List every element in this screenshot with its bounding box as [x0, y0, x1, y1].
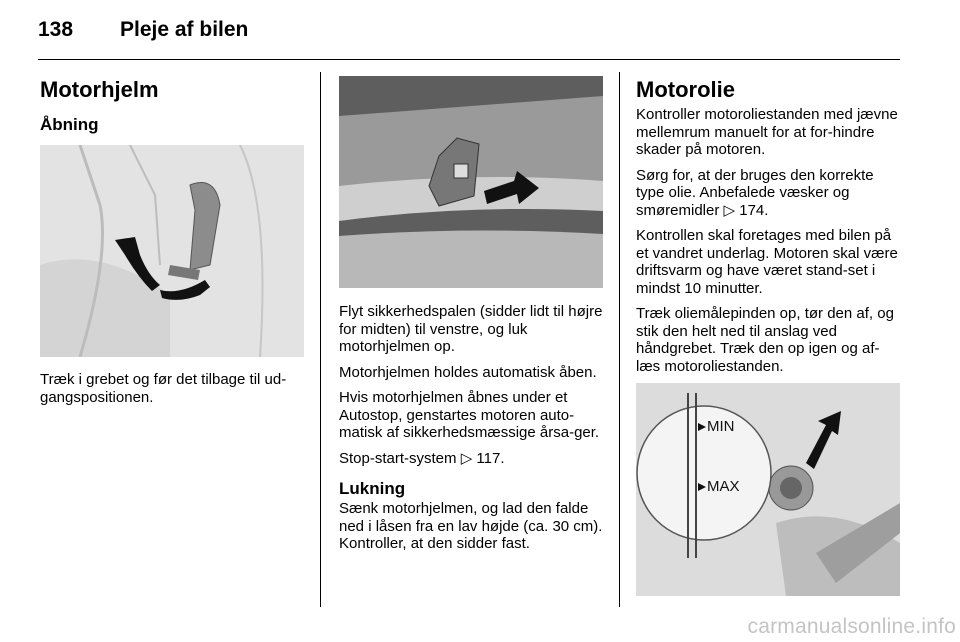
hood-release-lever-figure	[40, 145, 304, 357]
page-reference-icon: ▷	[460, 449, 473, 467]
paragraph-oil-type	[636, 167, 901, 220]
paragraph-autostop-warning: Hvis motorhjelmen åbnes under et Autostop, genstartes motoren auto-matisk af sikkerhedsmæssige årsa-ger.	[339, 389, 600, 441]
paragraph-dipstick-procedure: Træk oliemålepinden op, tør den af, og stik den helt ned til anslag ved håndgrebet. Træk den op igen og af-læs motoroliestanden.	[636, 305, 894, 375]
dipstick-min-label: MIN	[707, 418, 735, 435]
dipstick-max-label: MAX	[707, 478, 740, 495]
section-heading-motorhjelm: Motorhjelm	[40, 77, 159, 102]
stop-start-page-link[interactable]: 117.	[476, 449, 505, 467]
safety-catch-figure	[339, 76, 603, 288]
paragraph-closing-hood: Sænk motorhjelmen, og lad den falde ned i låsen fra en lav højde (ca. 30 cm). Kontroller, at den sidder fast.	[339, 500, 603, 552]
fluids-page-link[interactable]: 174.	[739, 201, 769, 219]
paragraph-check-conditions: Kontrollen skal foretages med bilen på et vandret underlag. Motoren skal være driftsvarm og have været stand-set i mindst 10 minutter.	[636, 227, 898, 297]
section-heading-motorolie: Motorolie	[636, 77, 735, 102]
safety-catch-illustration	[339, 76, 603, 288]
chapter-title: Pleje af bilen	[120, 18, 249, 41]
oil-dipstick-figure	[636, 383, 900, 596]
column-divider-1	[320, 72, 321, 607]
page-number: 138	[38, 18, 74, 41]
page-reference-icon: ▷	[723, 201, 736, 219]
column-middle	[339, 74, 603, 561]
paragraph-move-catch: Flyt sikkerhedspalen (sidder lidt til højre for midten) til venstre, og luk motorhjelmen op.	[339, 303, 603, 355]
oil-dipstick-illustration	[636, 383, 900, 596]
subheading-lukning: Lukning	[339, 479, 406, 498]
column-left	[40, 74, 304, 414]
watermark: carmanualsonline.info	[747, 615, 956, 638]
column-divider-2	[619, 72, 620, 607]
header-rule	[38, 59, 900, 60]
hood-release-lever-illustration	[40, 145, 304, 357]
oil-type-text: Sørg for, at der bruges den korrekte type olie. Anbefalede væsker og smøremidler	[636, 166, 874, 219]
caption-release-lever: Træk i grebet og før det tilbage til ud-gangspositionen.	[40, 371, 287, 406]
paragraph-hood-held-open: Motorhjelmen holdes automatisk åben.	[339, 363, 597, 381]
stop-start-label: Stop-start-system	[339, 449, 457, 467]
paragraph-check-oil: Kontroller motoroliestanden med jævne mellemrum manuelt for at for-hindre skader på motoren.	[636, 106, 898, 158]
column-right	[636, 74, 901, 596]
subheading-abning: Åbning	[40, 115, 99, 134]
paragraph-stop-start-ref	[339, 450, 603, 468]
